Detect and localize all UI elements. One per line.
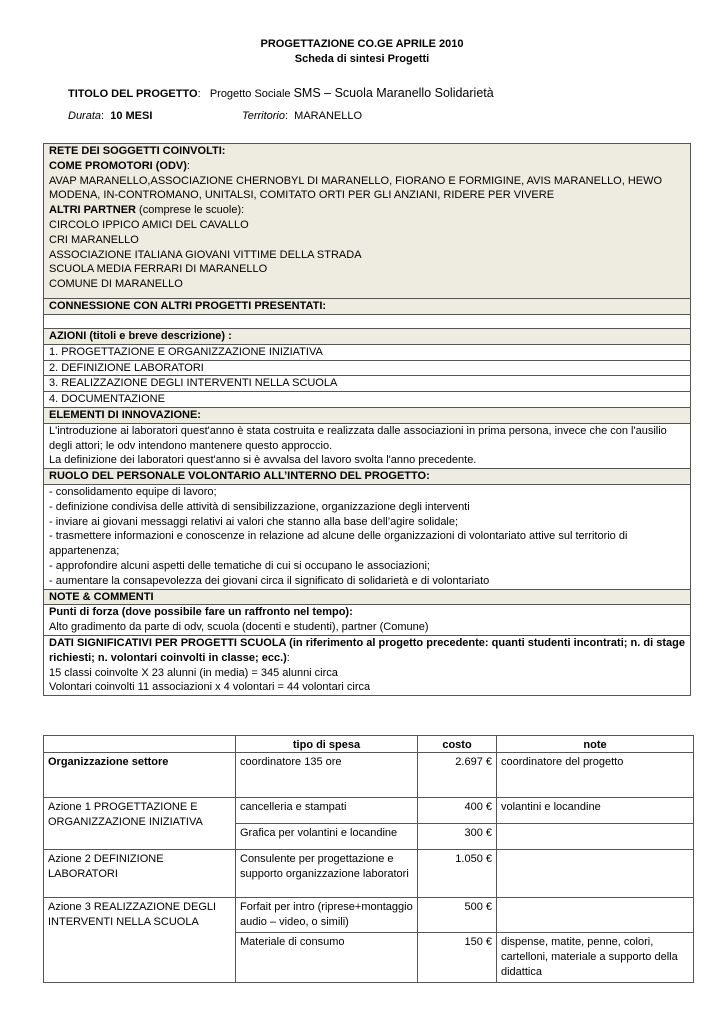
volunteers-heading-row [44, 469, 691, 485]
action-row [44, 344, 691, 360]
school-data-row [44, 635, 691, 695]
partners-note: (comprese le scuole): [139, 204, 245, 217]
cost-amount: 2.697 € [418, 753, 497, 798]
partner-item: CIRCOLO IPPICO AMICI DEL CAVALLO [49, 218, 249, 231]
cost-amount: 500 € [418, 898, 497, 933]
volunteer-role-item: - inviare ai giovani messaggi relativi ai valori che stanno alla base dell’agire solidale; [49, 515, 459, 528]
innovation-paragraph: La definizione dei laboratori quest'anno si è avvalsa del lavoro svolta l'anno precedente. [49, 454, 477, 467]
innovation-heading-row [44, 407, 691, 423]
project-title-prefix: Progetto Sociale [209, 88, 291, 100]
cost-amount: 400 € [418, 798, 497, 824]
innovation-heading: ELEMENTI DI INNOVAZIONE: [44, 407, 691, 423]
volunteer-role-item: - approfondire alcuni aspetti delle tematiche di cui si occupano le associazioni; [49, 559, 430, 572]
connection-text-row [44, 314, 691, 328]
cost-note [497, 898, 694, 933]
network-heading: RETE DEI SOGGETTI COINVOLTI: [49, 145, 226, 157]
cost-type: Forfait per intro (riprese+montaggio audio – video, o simili) [236, 898, 418, 933]
network-row [44, 144, 691, 299]
territory-line: Territorio: MARANELLO [242, 110, 363, 122]
actions-heading-row [44, 328, 691, 344]
innovation-cell [44, 423, 691, 468]
cost-type: Materiale di consumo [236, 933, 418, 983]
promoters-heading: COME PROMOTORI (ODV) [49, 159, 187, 172]
document-title: PROGETTAZIONE CO.GE APRILE 2010 [260, 38, 464, 50]
volunteer-role-item: - definizione condivisa delle attività di sensibilizzazione, organizzazione degli interventi [49, 500, 470, 513]
innovation-text-row [44, 423, 691, 468]
cost-row [44, 798, 694, 824]
duration-label: Durata [68, 110, 102, 122]
costs-header-group [44, 736, 236, 753]
notes-heading-row [44, 589, 691, 605]
cost-group: Organizzazione settore [44, 753, 236, 798]
partner-item: COMUNE DI MARANELLO [49, 278, 183, 291]
partner-item: SCUOLA MEDIA FERRARI DI MARANELLO [49, 263, 268, 276]
cost-group: Azione 1 PROGETTAZIONE E ORGANIZZAZIONE INIZIATIVA [44, 798, 236, 850]
partners-label: ALTRI PARTNER [49, 204, 136, 217]
cost-group: Azione 3 REALIZZAZIONE DEGLI INTERVENTI NELLA SCUOLA [44, 898, 236, 983]
school-data-heading-line [49, 636, 685, 666]
document-subtitle: Scheda di sintesi Progetti [294, 53, 430, 65]
action-row [44, 360, 691, 376]
action-row [44, 392, 691, 408]
cost-note: coordinatore del progetto [497, 753, 694, 798]
territory-label: Territorio [242, 110, 285, 122]
volunteers-cell [44, 484, 691, 589]
cost-type: Consulente per progettazione e supporto organizzazione laboratori [236, 850, 418, 898]
cost-note: volantini e locandine [497, 798, 694, 824]
action-item: 3. REALIZZAZIONE DEGLI INTERVENTI NELLA SCUOLA [44, 376, 691, 392]
strengths-text: Alto gradimento da parte di odv, scuola (docenti e studenti), partner (Comune) [49, 621, 429, 634]
project-title-value: SMS – Scuola Maranello Solidarietà [293, 86, 494, 100]
notes-heading: NOTE & COMMENTI [44, 589, 691, 605]
cost-row [44, 898, 694, 933]
connection-heading-row [44, 298, 691, 314]
cost-type: Grafica per volantini e locandine [236, 824, 418, 850]
cost-note [497, 850, 694, 898]
cost-group: Azione 2 DEFINIZIONE LABORATORI [44, 850, 236, 898]
volunteer-role-item: - trasmettere informazioni e conoscenze in relazione ad alcune delle organizzazioni di volontariato attive sul territorio di appartenenza; [49, 530, 628, 558]
action-item: 4. DOCUMENTAZIONE [44, 392, 691, 408]
promoters-list: AVAP MARANELLO,ASSOCIAZIONE CHERNOBYL DI MARANELLO, FIORANO E FORMIGINE, AVIS MARANELLO, HEWO MODENA, IN-CONTROMANO, UNITALSI, COMITATO ORTI PER GLI ANZIANI, RIDERE PER VIVERE [49, 174, 663, 202]
school-data-heading: DATI SIGNIFICATIVI PER PROGETTI SCUOLA (in riferimento al progetto precedente: quanti studenti incontrati; n. di stage richiesti; n. volontari coinvolti in classe; ecc.) [49, 636, 685, 664]
cost-note: dispense, matite, penne, colori, cartelloni, materiale a supporto della didattica [497, 933, 694, 983]
volunteers-heading: RUOLO DEL PERSONALE VOLONTARIO ALL’INTERNO DEL PROGETTO: [44, 469, 691, 485]
volunteer-role-item: - aumentare la consapevolezza dei giovani circa il significato di solidarietà e di volontariato [49, 574, 490, 587]
volunteers-text-row [44, 484, 691, 589]
cost-row [44, 753, 694, 798]
duration-line: Durata: 10 MESI Territorio: MARANELLO [68, 110, 363, 122]
costs-header-row [44, 736, 694, 753]
school-data-line: Volontari coinvolti 11 associazioni x 4 volontari = 44 volontari circa [49, 681, 371, 694]
cost-type: coordinatore 135 ore [236, 753, 418, 798]
actions-heading: AZIONI (titoli e breve descrizione) : [44, 328, 691, 344]
costs-header-type: tipo di spesa [236, 736, 418, 753]
strengths-cell [44, 605, 691, 636]
cost-amount: 150 € [418, 933, 497, 983]
cost-amount: 300 € [418, 824, 497, 850]
action-row [44, 376, 691, 392]
project-title-line: TITOLO DEL PROGETTO: Progetto Sociale SMS – Scuola Maranello Solidarietà [68, 86, 494, 100]
connection-text [44, 314, 691, 328]
duration-value: 10 MESI [110, 110, 153, 122]
partner-item: ASSOCIAZIONE ITALIANA GIOVANI VITTIME DELLA STRADA [49, 248, 362, 261]
action-item: 1. PROGETTAZIONE E ORGANIZZAZIONE INIZIATIVA [44, 344, 691, 360]
school-data-line: 15 classi coinvolte X 23 alunni (in media) = 345 alunni circa [49, 666, 338, 679]
strengths-row [44, 605, 691, 636]
school-data-colon: : [286, 651, 290, 664]
territory-value: MARANELLO [294, 110, 363, 122]
connection-heading: CONNESSIONE CON ALTRI PROGETTI PRESENTATI: [44, 298, 691, 314]
costs-table [43, 735, 694, 983]
innovation-paragraph: L'introduzione ai laboratori quest'anno è stata costruita e realizzata dalle associazioni in prima persona, invece che con l'ausilio degli attori; le odv intendono mantenere questo approccio. [49, 424, 667, 452]
cost-type: cancelleria e stampati [236, 798, 418, 824]
promoters-heading-line: COME PROMOTORI (ODV): [49, 159, 190, 172]
cost-note [497, 824, 694, 850]
strengths-heading: Punti di forza (dove possibile fare un raffronto nel tempo): [49, 606, 353, 619]
cost-amount: 1.050 € [418, 850, 497, 898]
project-title-label: TITOLO DEL PROGETTO [68, 88, 198, 100]
costs-header-note: note [497, 736, 694, 753]
project-info-table [43, 143, 691, 696]
costs-header-cost: costo [418, 736, 497, 753]
action-item: 2. DEFINIZIONE LABORATORI [44, 360, 691, 376]
partner-item: CRI MARANELLO [49, 233, 139, 246]
partners-heading-line [49, 203, 685, 218]
school-data-cell [44, 635, 691, 695]
cost-row [44, 850, 694, 898]
network-cell [44, 144, 691, 299]
volunteer-role-item: - consolidamento equipe di lavoro; [49, 485, 217, 498]
